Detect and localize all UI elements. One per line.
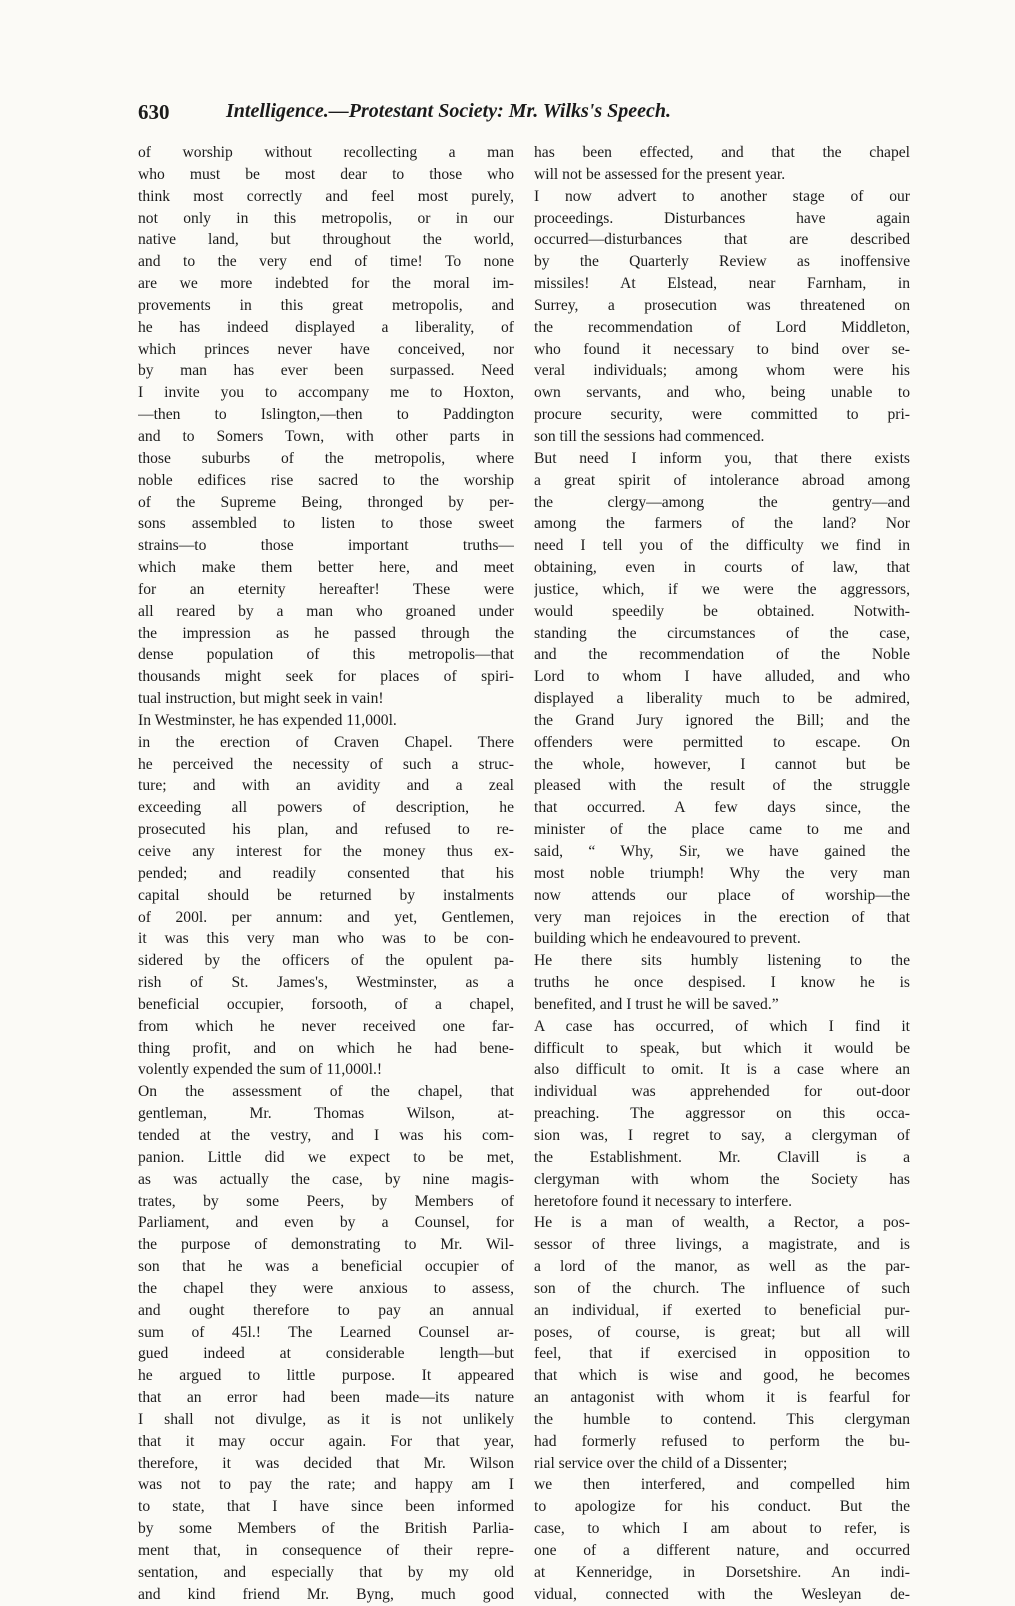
- text-line: was not to pay the rate; and happy am I: [138, 1476, 514, 1494]
- text-line: ceive any interest for the money thus ex-: [138, 843, 514, 860]
- text-line: I invite you to accompany me to Hoxton,: [138, 384, 514, 402]
- text-line: think most correctly and feel most purely,: [138, 187, 514, 205]
- text-line: a great spirit of intolerance abroad among: [534, 471, 910, 489]
- text-line: sidered by the officers of the opulent pa-: [138, 952, 514, 970]
- text-line: the purpose of demonstrating to Mr. Wil-: [138, 1236, 514, 1254]
- text-line: by the Quarterly Review as inoffensive: [534, 253, 910, 271]
- text-line: as was actually the case, by nine magis-: [138, 1170, 514, 1188]
- text-line: Surrey, a prosecution was threatened on: [534, 296, 910, 314]
- text-line: will not be assessed for the present year.: [534, 165, 786, 183]
- text-line: sessor of three livings, a magistrate, and is: [534, 1236, 910, 1254]
- text-line: prosecuted his plan, and refused to re-: [138, 821, 514, 839]
- text-line: rish of St. James's, Westminster, as a: [138, 974, 514, 992]
- text-line: the Grand Jury ignored the Bill; and the: [534, 711, 910, 729]
- text-line: veral individuals; among whom were his: [534, 362, 910, 380]
- text-line: displayed a liberality much to be admired,: [534, 690, 910, 708]
- text-line: native land, but throughout the world,: [138, 231, 514, 249]
- text-line: case, to which I am about to refer, is: [534, 1520, 910, 1538]
- text-line: and ought therefore to pay an annual: [138, 1301, 514, 1319]
- left-column: [138, 142, 514, 1606]
- text-line: son till the sessions had commenced.: [534, 427, 765, 445]
- text-line: feel, that if exercised in opposition to: [534, 1345, 910, 1363]
- text-line: —then to Islington,—then to Paddington: [138, 406, 514, 424]
- text-line: A case has occurred, of which I find it: [534, 1017, 910, 1035]
- text-line: preaching. The aggressor on this occa-: [534, 1105, 910, 1123]
- text-line: I now advert to another stage of our: [534, 187, 910, 205]
- text-line: all reared by a man who groaned under: [138, 602, 514, 620]
- text-line: son of the church. The influence of such: [534, 1279, 910, 1297]
- text-line: beneficial occupier, forsooth, of a chapel,: [138, 995, 514, 1013]
- text-line: trates, by some Peers, by Members of: [138, 1192, 514, 1210]
- text-line: vidual, connected with the Wesleyan de-: [534, 1585, 910, 1603]
- text-line: tended at the vestry, and I was his com-: [138, 1126, 514, 1144]
- text-line: rial service over the child of a Dissenter;: [534, 1454, 788, 1472]
- text-line: gentleman, Mr. Thomas Wilson, at-: [138, 1105, 514, 1123]
- text-line: On the assessment of the chapel, that: [138, 1083, 514, 1101]
- text-line: to apologize for his conduct. But the: [534, 1498, 910, 1516]
- text-line: obtaining, even in courts of law, that: [534, 559, 910, 577]
- text-line: thing profit, and on which he had bene-: [138, 1039, 514, 1057]
- text-line: pended; and readily consented that his: [138, 864, 514, 882]
- text-line: building which he endeavoured to prevent.: [534, 930, 801, 948]
- text-line: the impression as he passed through the: [138, 624, 514, 642]
- text-line: But need I inform you, that there exists: [534, 449, 910, 467]
- text-line: clergyman with whom the Society has: [534, 1170, 910, 1188]
- text-line: individual was apprehended for out-door: [534, 1083, 910, 1101]
- text-line: that which is wise and good, he becomes: [534, 1367, 910, 1385]
- text-line: provements in this great metropolis, and: [138, 296, 514, 314]
- text-line: the clergy—among the gentry—and: [534, 493, 910, 511]
- text-line: and to Somers Town, with other parts in: [138, 427, 514, 445]
- text-line: son that he was a beneficial occupier of: [138, 1258, 514, 1276]
- text-line: which princes never have conceived, nor: [138, 340, 514, 358]
- text-line: had formerly refused to perform the bu-: [534, 1432, 910, 1450]
- text-line: strains—to those important truths—: [138, 537, 514, 555]
- text-line: need I tell you of the difficulty we find in: [534, 537, 910, 555]
- text-line: has been effected, and that the chapel: [534, 144, 910, 161]
- text-line: would speedily be obtained. Notwith-: [534, 602, 910, 620]
- text-line: therefore, it was decided that Mr. Wilson: [138, 1454, 514, 1472]
- text-line: it was this very man who was to be con-: [138, 930, 514, 948]
- text-line: and kind friend Mr. Byng, much good: [138, 1585, 514, 1603]
- text-line: missiles! At Elstead, near Farnham, in: [534, 275, 910, 293]
- text-line: dense population of this metropolis—that: [138, 646, 514, 664]
- text-line: of worship without recollecting a man: [138, 144, 514, 161]
- text-line: an antagonist with whom it is fearful for: [534, 1389, 910, 1407]
- text-line: that occurred. A few days since, the: [534, 799, 910, 817]
- text-line: standing the circumstances of the case,: [534, 624, 910, 642]
- running-title: Intelligence.—Protestant Society: Mr. Wilks's Speech.: [226, 100, 671, 122]
- text-line: at Kenneridge, in Dorsetshire. An indi-: [534, 1563, 910, 1581]
- text-line: we then interfered, and compelled him: [534, 1476, 910, 1494]
- text-line: poses, of course, is great; but all will: [534, 1323, 910, 1341]
- text-line: very man rejoices in the erection of that: [534, 908, 910, 926]
- right-column: [534, 142, 910, 1606]
- text-line: that it may occur again. For that year,: [138, 1432, 514, 1450]
- text-line: sons assembled to listen to those sweet: [138, 515, 514, 533]
- text-line: not only in this metropolis, or in our: [138, 209, 514, 227]
- text-line: He there sits humbly listening to the: [534, 952, 910, 970]
- text-line: truths he once despised. I know he is: [534, 974, 910, 992]
- text-line: now attends our place of worship—the: [534, 886, 910, 904]
- text-line: a lord of the manor, as well as the par-: [534, 1258, 910, 1276]
- text-line: noble edifices rise sacred to the worship: [138, 471, 514, 489]
- text-line: the recommendation of Lord Middleton,: [534, 318, 910, 336]
- text-line: by some Members of the British Parlia-: [138, 1520, 514, 1538]
- text-line: the Establishment. Mr. Clavill is a: [534, 1148, 910, 1166]
- text-line: an individual, if exerted to beneficial pur-: [534, 1301, 910, 1319]
- text-line: capital should be returned by instalments: [138, 886, 514, 904]
- text-line: he perceived the necessity of such a struc-: [138, 755, 514, 773]
- text-line: said, “ Why, Sir, we have gained the: [534, 843, 910, 860]
- text-line: and the recommendation of the Noble: [534, 646, 910, 664]
- text-line: those suburbs of the metropolis, where: [138, 449, 514, 467]
- text-line: sentation, and especially that by my old: [138, 1563, 514, 1581]
- text-line: procure security, were committed to pri-: [534, 406, 910, 424]
- text-line: occurred—disturbances that are described: [534, 231, 910, 249]
- text-line: who must be most dear to those who: [138, 165, 514, 183]
- page-number: 630: [138, 100, 170, 124]
- text-line: most noble triumph! Why the very man: [534, 864, 910, 882]
- text-line: In Westminster, he has expended 11,000l.: [138, 711, 397, 729]
- text-line: minister of the place came to me and: [534, 821, 910, 839]
- text-line: justice, which, if we were the aggressors,: [534, 580, 910, 598]
- text-line: from which he never received one far-: [138, 1017, 514, 1035]
- text-line: for an eternity hereafter! These were: [138, 580, 514, 598]
- text-line: heretofore found it necessary to interfere.: [534, 1192, 793, 1210]
- text-line: in the erection of Craven Chapel. There: [138, 733, 514, 751]
- text-line: thousands might seek for places of spiri-: [138, 668, 514, 686]
- text-line: who found it necessary to bind over se-: [534, 340, 910, 358]
- text-line: difficult to speak, but which it would be: [534, 1039, 910, 1057]
- text-line: and to the very end of time! To none: [138, 253, 514, 271]
- text-line: among the farmers of the land? Nor: [534, 515, 910, 533]
- text-line: He is a man of wealth, a Rector, a pos-: [534, 1214, 910, 1232]
- text-line: to state, that I have since been informed: [138, 1498, 514, 1516]
- text-line: ture; and with an avidity and a zeal: [138, 777, 514, 795]
- text-line: also difficult to omit. It is a case where an: [534, 1061, 910, 1079]
- text-line: Parliament, and even by a Counsel, for: [138, 1214, 514, 1232]
- text-line: ment that, in consequence of their repre-: [138, 1542, 514, 1559]
- page-header: [138, 100, 898, 134]
- text-line: sion was, I regret to say, a clergyman of: [534, 1126, 910, 1144]
- text-line: of 200l. per annum: and yet, Gentlemen,: [138, 908, 514, 926]
- text-line: one of a different nature, and occurred: [534, 1542, 910, 1559]
- text-line: he argued to little purpose. It appeared: [138, 1367, 514, 1385]
- text-line: I shall not divulge, as it is not unlikely: [138, 1410, 514, 1428]
- text-line: of the Supreme Being, thronged by per-: [138, 493, 514, 511]
- text-line: the humble to contend. This clergyman: [534, 1410, 910, 1428]
- text-line: sum of 45l.! The Learned Counsel ar-: [138, 1323, 514, 1341]
- text-line: offenders were permitted to escape. On: [534, 733, 910, 751]
- text-line: benefited, and I trust he will be saved.”: [534, 995, 779, 1013]
- text-line: exceeding all powers of description, he: [138, 799, 514, 817]
- text-line: pleased with the result of the struggle: [534, 777, 910, 795]
- text-line: Lord to whom I have alluded, and who: [534, 668, 910, 686]
- text-line: gued indeed at considerable length—but: [138, 1345, 514, 1363]
- text-line: the whole, however, I cannot but be: [534, 755, 910, 773]
- text-line: are we more indebted for the moral im-: [138, 275, 514, 293]
- text-line: volently expended the sum of 11,000l.!: [138, 1061, 383, 1079]
- text-line: that an error had been made—its nature: [138, 1389, 514, 1407]
- text-line: he has indeed displayed a liberality, of: [138, 318, 514, 336]
- text-line: the chapel they were anxious to assess,: [138, 1279, 514, 1297]
- text-line: by man has ever been surpassed. Need: [138, 362, 514, 380]
- text-line: own servants, and who, being unable to: [534, 384, 910, 402]
- text-line: which make them better here, and meet: [138, 559, 514, 577]
- text-line: panion. Little did we expect to be met,: [138, 1148, 514, 1166]
- text-line: proceedings. Disturbances have again: [534, 209, 910, 227]
- text-line: tual instruction, but might seek in vain!: [138, 690, 384, 708]
